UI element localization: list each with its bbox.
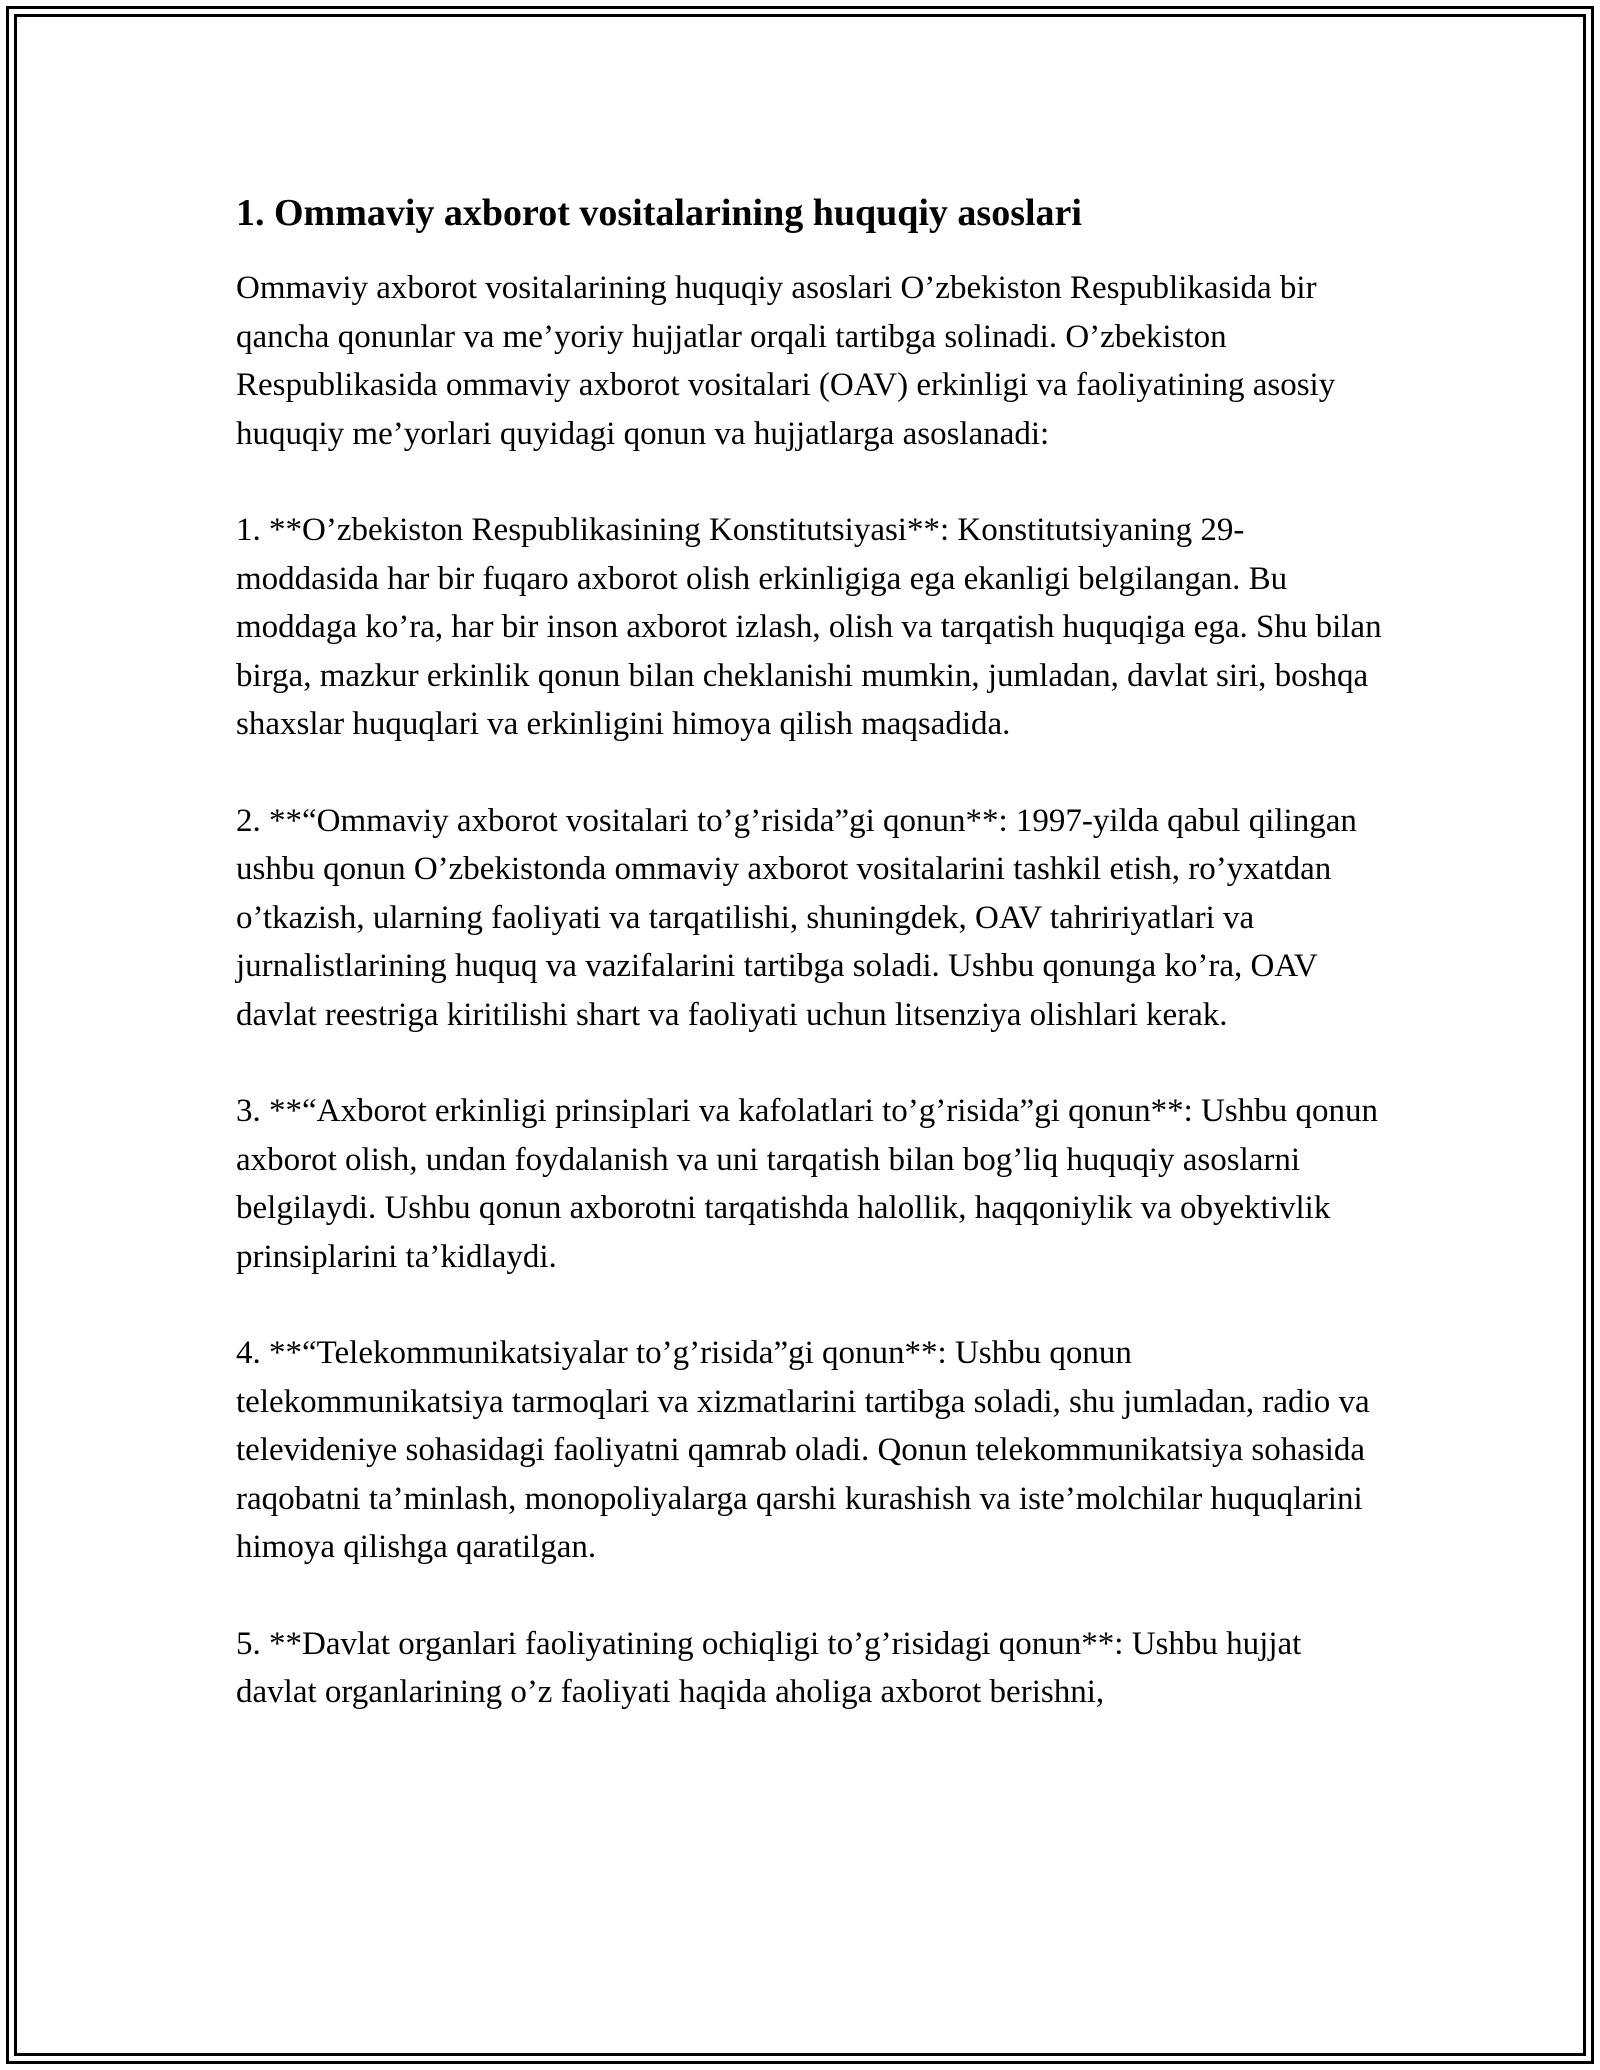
list-item-mass-media-law: 2. **“Ommaviy axborot vositalari to’g’risida”gi qonun**: 1997-yilda qabul qilingan ushbu qonun O’zbekistonda ommaviy axborot vositalarini tashkil etish, ro’yxatdan o’tkazish, ularning faoliyati va tarqatilishi, shuningdek, OAV tahririyatlari va jurnalistlarining huquq va vazifalarini tartibga soladi. Ushbu qonunga ko’ra, OAV davlat reestriga kiritilishi shart va faoliyati uchun litsenziya olishlari kerak. xyxy=(236,802,1357,1033)
document-body xyxy=(236,186,1386,1717)
intro-paragraph: Ommaviy axborot vositalarining huquqiy asoslari O’zbekiston Respublikasida bir qancha qonunlar va me’yoriy hujjatlar orqali tartibga solinadi. O’zbekiston Respublikasida ommaviy axborot vositalari (OAV) erkinligi va faoliyatining asosiy huquqiy me’yorlari quyidagi qonun va hujjatlarga asoslanadi: xyxy=(236,270,1336,452)
list-item-constitution: 1. **O’zbekiston Respublikasining Konstitutsiyasi**: Konstitutsiyaning 29-moddasida har bir fuqaro axborot olish erkinligiga ega ekanligi belgilangan. Bu moddaga ko’ra, har bir inson axborot izlash, olish va tarqatish huquqiga ega. Shu bilan birga, mazkur erkinlik qonun bilan cheklanishi mumkin, jumladan, davlat siri, boshqa shaxslar huquqlari va erkinligini himoya qilish maqsadida. xyxy=(236,512,1382,742)
list-item-government-openness-law: 5. **Davlat organlari faoliyatining ochiqligi to’g’risidagi qonun**: Ushbu hujjat davlat organlarining o’z faoliyati haqida aholiga axborot berishni, xyxy=(236,1625,1302,1710)
list-item-information-freedom-law: 3. **“Axborot erkinligi prinsiplari va kafolatlari to’g’risida”gi qonun**: Ushbu qonun axborot olish, undan foydalanish va uni tarqatish bilan bog’liq huquqiy asoslarni belgilaydi. Ushbu qonun axborotni tarqatishda halollik, haqqoniylik va obyektivlik prinsiplarini ta’kidlaydi. xyxy=(236,1093,1378,1275)
list-item-telecommunications-law: 4. **“Telekommunikatsiyalar to’g’risida”gi qonun**: Ushbu qonun telekommunikatsiya tarmoqlari va xizmatlarini tartibga soladi, shu jumladan, radio va televideniye sohasidagi faoliyatni qamrab oladi. Qonun telekommunikatsiya sohasida raqobatni ta’minlash, monopoliyalarga qarshi kurashish va iste’molchilar huquqlarini himoya qilishga qaratilgan. xyxy=(236,1335,1370,1565)
document-title: 1. Ommaviy axborot vositalarining huquqiy asoslari xyxy=(236,192,1082,234)
